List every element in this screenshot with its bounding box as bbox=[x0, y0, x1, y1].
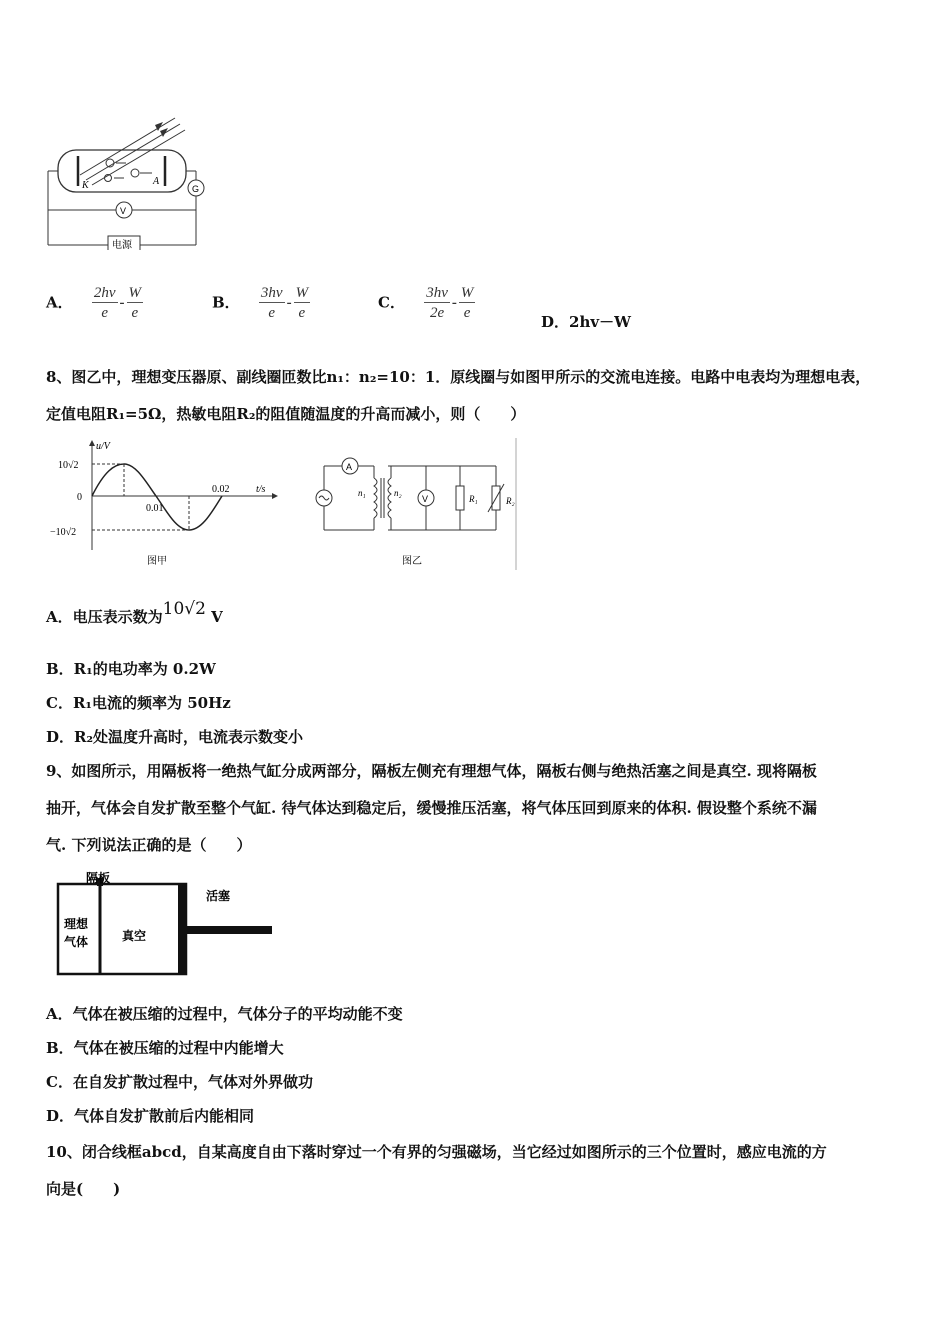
q10-stem-line1: 10、闭合线框abcd，自某高度自由下落时穿过一个有界的匀强磁场，当它经过如图所示的三个位置时，感应电流的方 bbox=[46, 1143, 827, 1161]
q9-option-c[interactable]: C．在自发扩散过程中，气体对外界做功 bbox=[46, 1073, 313, 1091]
graph-xlabel: t/s bbox=[256, 484, 266, 495]
graph-t2: 0.02 bbox=[212, 484, 230, 495]
cathode-label: K bbox=[82, 180, 89, 191]
vacuum-label: 真空 bbox=[122, 929, 147, 943]
q9-option-d[interactable]: D．气体自发扩散前后内能相同 bbox=[46, 1107, 255, 1125]
circuit-caption: 图乙 bbox=[402, 556, 422, 567]
graph-ymin: −10√2 bbox=[50, 527, 77, 538]
q8-option-d[interactable]: D．R₂处温度升高时，电流表示数变小 bbox=[46, 728, 304, 746]
q8-option-c[interactable]: C．R₁电流的频率为 50Hz bbox=[46, 694, 231, 712]
voltmeter2-label: V bbox=[422, 494, 429, 504]
gas-label-1: 理想 bbox=[64, 917, 89, 931]
partition-label: 隔板 bbox=[86, 871, 111, 885]
q10-stem-line2: 向是( ) bbox=[46, 1180, 121, 1198]
q7-option-d[interactable]: D．2hv－W bbox=[541, 313, 631, 331]
q9-option-b[interactable]: B．气体在被压缩的过程中内能增大 bbox=[46, 1039, 284, 1057]
voltmeter-label: V bbox=[120, 206, 127, 216]
q9-stem-line3: 气. 下列说法正确的是（ ） bbox=[46, 836, 252, 854]
q8-option-b[interactable]: B．R₁的电功率为 0.2W bbox=[46, 660, 216, 678]
q7-option-c[interactable]: C． $\frac{3hv}{2e}$ - $\frac{W}{e}$ bbox=[378, 285, 474, 321]
r1-resistor bbox=[456, 486, 464, 510]
q8-stem-line2: 定值电阻R₁=5Ω，热敏电阻R₂的阻值随温度的升高而减小，则（ ） bbox=[46, 405, 526, 423]
n1-label: n₁ bbox=[358, 488, 366, 498]
piston-label: 活塞 bbox=[206, 889, 231, 903]
galvanometer-label: G bbox=[192, 184, 200, 194]
q8-stem-line1: 8、图乙中，理想变压器原、副线圈匝数比n₁：n₂=10：1．原线圈与如图甲所示的交流电连接。电路中电表均为理想电表， bbox=[46, 368, 871, 386]
anode-label: A bbox=[153, 176, 160, 187]
q7-option-a[interactable]: A． $\frac{2hv}{e}$ - $\frac{W}{e}$ bbox=[46, 285, 142, 321]
q9-stem-line2: 抽开，气体会自发扩散至整个气缸. 待气体达到稳定后，缓慢推压活塞，将气体压回到原来的体积. 假设整个系统不漏 bbox=[46, 799, 817, 817]
graph-zero: 0 bbox=[77, 492, 82, 503]
r2-label: R₂ bbox=[506, 496, 515, 506]
r1-label: R₁ bbox=[469, 494, 478, 504]
graph-t1: 0.01 bbox=[146, 503, 164, 514]
q8-option-a[interactable]: A．电压表示数为10√2 V bbox=[46, 599, 223, 626]
q9-stem-line1: 9、如图所示，用隔板将一绝热气缸分成两部分，隔板左侧充有理想气体，隔板右侧与绝热活塞之间是真空. 现将隔板 bbox=[46, 762, 817, 780]
q8-transformer-circuit bbox=[310, 438, 522, 570]
q7-option-b[interactable]: B． $\frac{3hv}{e}$ - $\frac{W}{e}$ bbox=[212, 285, 309, 321]
ammeter-label: A bbox=[346, 462, 353, 472]
q8-voltage-graph bbox=[44, 438, 284, 570]
q9-option-a[interactable]: A．气体在被压缩的过程中，气体分子的平均动能不变 bbox=[46, 1005, 403, 1023]
photoelectric-circuit-figure bbox=[40, 100, 220, 250]
gas-label-2: 气体 bbox=[64, 935, 89, 949]
q9-cylinder-figure bbox=[50, 870, 280, 980]
power-supply-label: 电源 bbox=[112, 240, 132, 250]
graph-caption: 图甲 bbox=[147, 556, 167, 567]
graph-ymax: 10√2 bbox=[58, 460, 79, 471]
n2-label: n₂ bbox=[394, 488, 402, 498]
graph-ylabel: u/V bbox=[96, 441, 110, 452]
